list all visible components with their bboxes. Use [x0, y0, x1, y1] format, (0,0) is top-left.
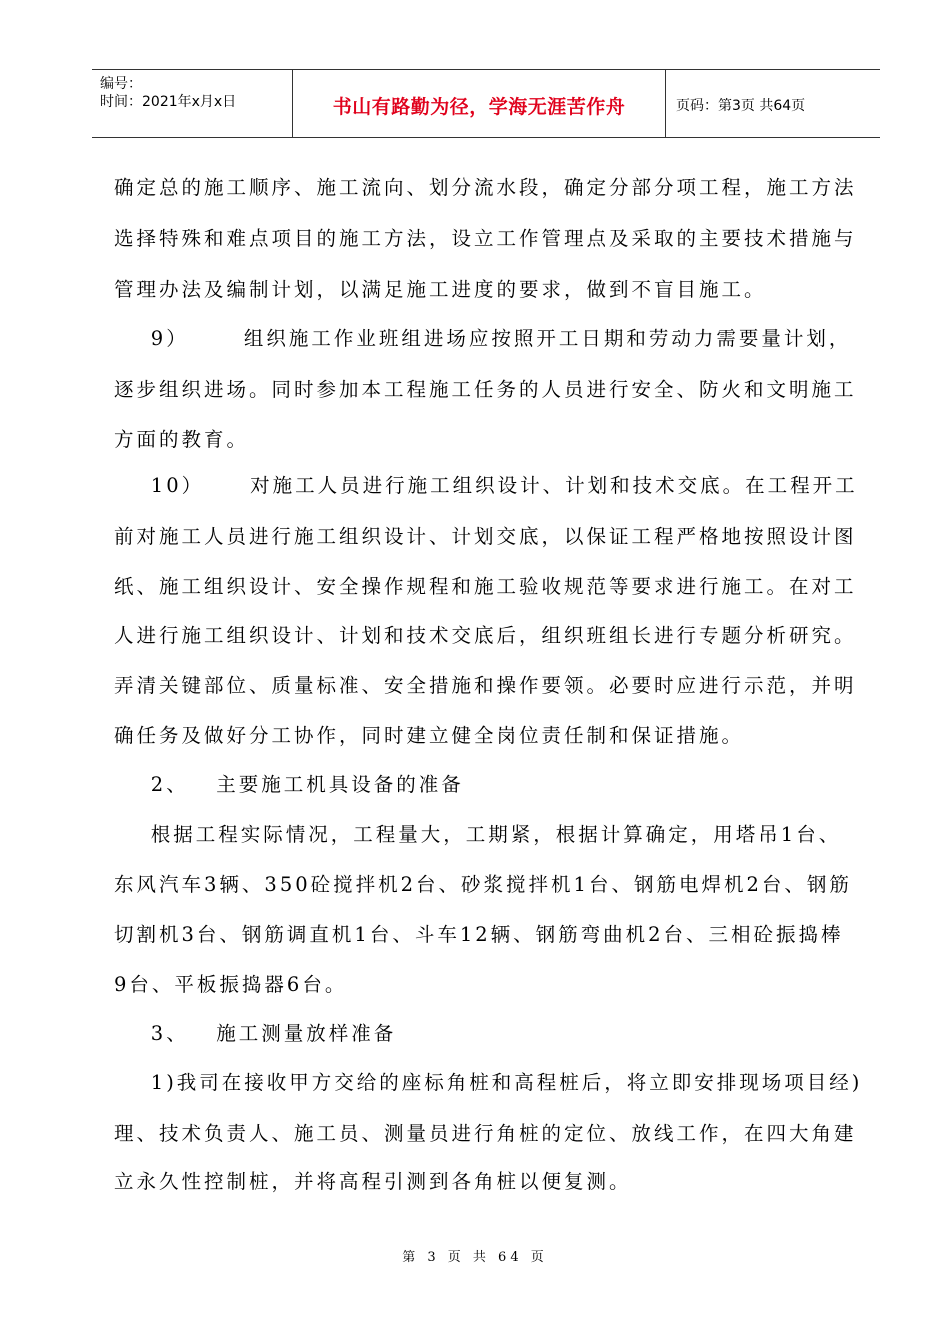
- body-line: 弄清关键部位、质量标准、安全措施和操作要领。必要时应进行示范，并明: [114, 674, 857, 697]
- body-line: 东风汽车3辆、350砼搅拌机2台、砂浆搅拌机1台、钢筋电焊机2台、钢筋: [114, 873, 852, 896]
- body-line: 管理办法及编制计划，以满足施工进度的要求，做到不盲目施工。: [114, 278, 767, 301]
- page-footer: 第 3 页 共 64 页: [402, 1250, 548, 1265]
- motto-text: 书山有路勤为径，学海无涯苦作舟: [332, 96, 626, 118]
- body-line: 人进行施工组织设计、计划和技术交底后，组织班组长进行专题分析研究。: [114, 624, 857, 647]
- body-line: 确任务及做好分工协作，同时建立健全岗位责任制和保证措施。: [114, 724, 745, 747]
- body-line: 理、技术负责人、施工员、测量员进行角桩的定位、放线工作，在四大角建: [114, 1122, 857, 1145]
- body-line: 选择特殊和难点项目的施工方法，设立工作管理点及采取的主要技术措施与: [114, 227, 857, 250]
- body-line: 纸、施工组织设计、安全操作规程和施工验收规范等要求进行施工。在对工: [114, 575, 857, 598]
- body-line: 确定总的施工顺序、施工流向、划分流水段，确定分部分项工程，施工方法: [114, 176, 857, 199]
- page-header: [92, 69, 880, 138]
- header-meta-cell: [92, 70, 293, 137]
- body-line: 前对施工人员进行施工组织设计、计划交底，以保证工程严格地按照设计图: [114, 525, 857, 548]
- body-line: 根据工程实际情况，工程量大，工期紧，根据计算确定，用塔吊1台、: [114, 823, 842, 846]
- body-line: 9） 组织施工作业班组进场应按照开工日期和劳动力需要量计划，: [114, 327, 852, 350]
- body-line: 1)我司在接收甲方交给的座标角桩和高程桩后，将立即安排现场项目经): [114, 1071, 863, 1094]
- body-line: 立永久性控制桩，并将高程引测到各角桩以便复测。: [114, 1170, 632, 1193]
- page-info: 页码：第3页 共64页: [676, 98, 806, 114]
- body-line: 9台、平板振捣器6台。: [114, 973, 348, 996]
- header-motto-cell: [293, 70, 666, 137]
- body-line: 切割机3台、钢筋调直机1台、斗车12辆、钢筋弯曲机2台、三相砼振捣棒: [114, 923, 844, 946]
- time-label: 时间：2021年x月x日: [100, 94, 237, 110]
- body-line: 3、 施工测量放样准备: [114, 1022, 397, 1045]
- code-label: 编号：: [100, 76, 142, 92]
- body-line: 逐步组织进场。同时参加本工程施工任务的人员进行安全、防火和文明施工: [114, 378, 857, 401]
- body-line: 方面的教育。: [114, 428, 250, 451]
- body-line: 10） 对施工人员进行施工组织设计、计划和技术交底。在工程开工: [114, 474, 858, 497]
- body-line: 2、 主要施工机具设备的准备: [114, 773, 464, 796]
- header-page-cell: [666, 70, 880, 137]
